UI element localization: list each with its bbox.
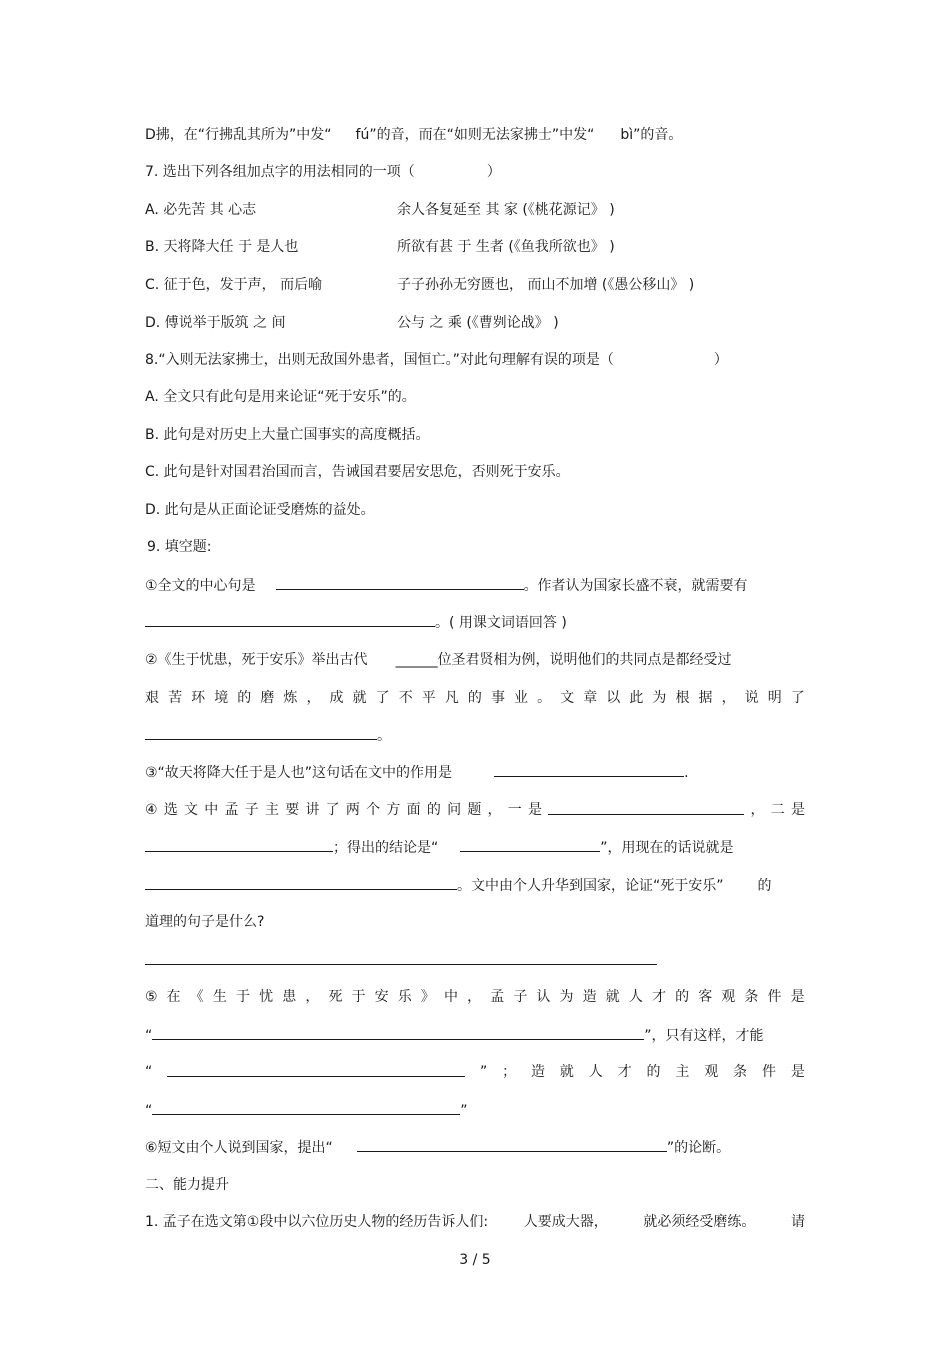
fill-4-line-e [145,950,657,971]
fill-4-line-b: ；得出的结论是“ ”，用现在的话说就是 [145,837,734,858]
answer-blank[interactable] [548,800,744,815]
question-7-option-a: A. 必先苦 其 心志 余人各复延至 其 家 (《桃花源记》 ) [145,202,615,218]
answer-blank[interactable] [145,837,333,852]
answer-blank[interactable] [357,1137,667,1152]
answer-blank[interactable] [145,725,377,740]
question-7-option-c: C. 征于色，发于声， 而后喻 子子孙孙无穷匮也， 而山不加增 (《愚公移山》 ) [145,277,695,293]
fill-4-line-a: ④ 选 文 中 孟 子 主 要 讲 了 两 个 方 面 的 问 题 ， 一 是 ， 二 是 [145,802,805,818]
fill-4-line-d: 道理的句子是什么? [145,914,265,930]
section-2-title: 二、能力提升 [145,1177,229,1193]
answer-blank[interactable] [152,1100,460,1115]
fill-2-line-c: 。 [145,725,391,746]
section-2-question-1: 1. 孟子在选文第①段中以六位历史人物的经历告诉人们: 人要成大器， 就必须经受磨练。 请 [145,1214,805,1230]
question-7-stem: 7. 选出下列各组加点字的用法相同的一项（ ） [145,164,501,180]
question-8-stem: 8.“入则无法家拂士，出则无敌国外患者，国恒亡。”对此句理解有误的项是（ ） [145,352,728,368]
answer-blank[interactable] [145,950,657,965]
answer-blank[interactable] [494,762,684,777]
fill-5-line-d: “ ” [145,1100,468,1121]
question-8-option-c: C. 此句是针对国君治国而言，告诫国君要居安思危，否则死于安乐。 [145,464,570,480]
fill-6-line: ⑥短文由个人说到国家，提出“ ”的论断。 [145,1137,730,1158]
answer-blank[interactable] [145,875,457,890]
question-8-option-a: A. 全文只有此句是用来论证“死于安乐”的。 [145,389,416,405]
fill-3-line: ③“故天将降大任于是人也”这句话在文中的作用是 . [145,762,689,783]
fill-1-line-b: 。( 用课文词语回答 ) [145,612,567,633]
fill-5-line-a: ⑤ 在 《 生 于 忧 患 ， 死 于 安 乐 》 中 ， 孟 子 认 为 造 就 人 才 的 客 观 条 件 是 [145,989,805,1005]
answer-blank[interactable] [276,575,524,590]
fill-2-line-b: 艰 苦 环 境 的 磨 炼 ， 成 就 了 不 平 凡 的 事 业 。 文 章 以 此 为 根 据 ， 说 明 了 [145,690,805,706]
fill-2-line-a: ②《生于忧患，死于安乐》举出古代 ______位圣君贤相为例，说明他们的共同点是都经受过 [145,652,732,668]
fill-4-line-c: 。文中由个人升华到国家，论证“死于安乐” 的 [145,875,772,896]
question-7-option-b: B. 天将降大任 于 是人也 所欲有甚 于 生者 (《鱼我所欲也》 ) [145,239,615,255]
page-number: 3 / 5 [459,1252,491,1268]
question-7-option-d: D. 傅说举于版筑 之 间 公与 之 乘 (《曹刿论战》 ) [145,315,559,331]
answer-blank[interactable] [460,837,600,852]
answer-blank[interactable] [152,1025,644,1040]
question-8-option-d: D. 此句是从正面论证受磨炼的益处。 [145,502,375,518]
answer-blank[interactable] [167,1062,465,1077]
fill-1-line-a: ①全文的中心句是 。作者认为国家长盛不衰，就需要有 [145,575,748,596]
fill-5-line-b: “ ”，只有这样，才能 [145,1025,764,1046]
question-9-title: 9. 填空题: [147,539,212,555]
question-8-option-b: B. 此句是对历史上大量亡国事实的高度概括。 [145,427,430,443]
fill-5-line-c: “ ” ； 造 就 人 才 的 主 观 条 件 是 [145,1064,805,1080]
answer-blank[interactable] [145,612,435,627]
option-d-line: D拂，在“行拂乱其所为”中发“ fú”的音，而在“如则无法家拂士”中发“ bì”的音。 [145,127,683,143]
